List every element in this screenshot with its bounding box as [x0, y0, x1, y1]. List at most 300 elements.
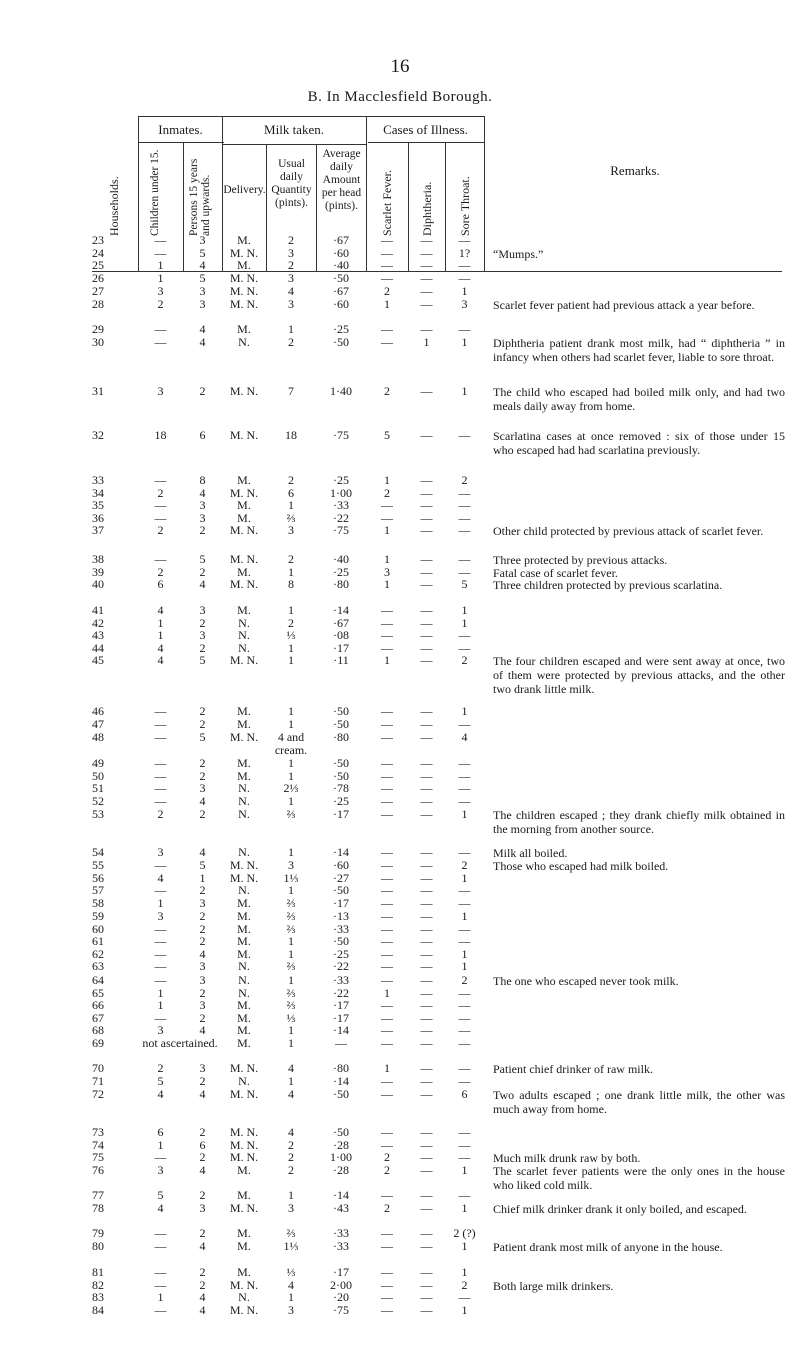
cell-st: 6: [461, 1087, 468, 1101]
cell-st: —: [458, 934, 471, 948]
section-heading: B. In Macclesfield Borough.: [307, 89, 493, 105]
cell-d: M. N.: [229, 1138, 259, 1152]
cell-u: 1: [288, 653, 294, 667]
cell-c: 1: [157, 1138, 164, 1152]
cell-u: 2: [288, 473, 294, 487]
cell-u: ⅔: [286, 896, 296, 910]
cell-d: M.: [237, 1239, 251, 1253]
cell-u: 4: [288, 284, 294, 298]
cell-dp: —: [420, 1239, 433, 1253]
cell-h: 65: [92, 986, 104, 1000]
cell-dp: —: [420, 1138, 433, 1152]
rule-top: [138, 116, 485, 117]
cell-sf: —: [381, 1188, 393, 1202]
cell-sf: —: [381, 896, 393, 910]
cell-remarks: Chief milk drinker drank it only boiled, and escaped.: [493, 1202, 747, 1216]
cell-p: 2: [199, 883, 206, 897]
cell-dp: —: [420, 428, 433, 442]
cell-dp: —: [420, 730, 433, 744]
cell-dp: —: [420, 616, 433, 630]
cell-sf: 3: [384, 565, 390, 579]
cell-h: 47: [92, 717, 104, 731]
cell-p: 5: [199, 858, 206, 872]
cell-h: 78: [92, 1201, 104, 1215]
cell-d: M.: [237, 1188, 251, 1202]
cell-d: M. N.: [229, 1303, 259, 1317]
cell-a: 2·00: [330, 1278, 352, 1292]
cell-d: M.: [237, 1023, 251, 1037]
cell-a: ·33: [333, 1226, 349, 1240]
cell-sf: 1: [384, 473, 390, 487]
cell-dp: —: [420, 1265, 433, 1279]
cell-dp: —: [420, 322, 433, 336]
cell-d: M. N.: [229, 858, 259, 872]
cell-dp: —: [420, 973, 433, 987]
cell-c: —: [154, 922, 167, 936]
cell-c: —: [154, 1226, 167, 1240]
cell-sf: 2: [384, 1201, 390, 1215]
cell-c: not ascertained.: [142, 1036, 218, 1050]
cell-sf: —: [381, 1087, 393, 1101]
cell-a: 1·40: [330, 384, 352, 398]
cell-st: —: [458, 498, 471, 512]
cell-u: 4: [288, 1087, 294, 1101]
cell-remarks: Patient drank most milk of anyone in the house.: [493, 1240, 723, 1254]
cell-d: M.: [237, 498, 251, 512]
cell-h: 34: [92, 486, 104, 500]
cell-remarks: The child who escaped had boiled milk only, and had two meals daily away from home.: [493, 385, 785, 413]
cell-c: —: [154, 1150, 167, 1164]
cell-st: 2: [461, 473, 468, 487]
cell-d: N.: [238, 959, 250, 973]
cell-dp: —: [420, 577, 433, 591]
cell-dp: —: [420, 284, 433, 298]
cell-sf: 2: [384, 384, 390, 398]
cell-st: 2: [461, 973, 468, 987]
cell-h: 55: [92, 858, 104, 872]
cell-sf: —: [381, 973, 393, 987]
cell-sf: —: [381, 794, 393, 808]
cell-dp: —: [420, 1074, 433, 1088]
cell-p: 2: [199, 717, 206, 731]
cell-sf: —: [381, 258, 393, 272]
cell-h: 63: [92, 959, 104, 973]
cell-c: 4: [157, 641, 164, 655]
cell-a: ·20: [333, 1290, 349, 1304]
cell-p: 2: [199, 1188, 206, 1202]
cell-st: —: [458, 565, 471, 579]
cell-c: —: [154, 947, 167, 961]
cell-a: ·67: [333, 284, 349, 298]
cell-h: 77: [92, 1188, 104, 1202]
col-persons: Persons 15 years and upwards.: [188, 158, 212, 236]
cell-d: M.: [237, 998, 251, 1012]
cell-u: 1: [288, 322, 294, 336]
cell-st: 2: [461, 653, 468, 667]
cell-c: —: [154, 1239, 167, 1253]
cell-p: 3: [199, 233, 206, 247]
cell-d: M. N.: [229, 1201, 259, 1215]
cell-h: 46: [92, 704, 104, 718]
cell-a: ·25: [333, 565, 349, 579]
cell-remarks: Other child protected by previous attack of scarlet fever.: [493, 524, 764, 538]
cell-h: 58: [92, 896, 104, 910]
cell-p: 1: [199, 871, 206, 885]
cell-a: ·17: [333, 641, 349, 655]
cell-sf: —: [381, 628, 393, 642]
cell-d: M.: [237, 717, 251, 731]
cell-c: —: [154, 246, 167, 260]
cell-st: —: [458, 523, 471, 537]
cell-st: —: [458, 258, 471, 272]
cell-p: 4: [199, 577, 206, 591]
cell-a: ·60: [333, 246, 349, 260]
cell-sf: 1: [384, 577, 390, 591]
cell-h: 66: [92, 998, 104, 1012]
cell-c: —: [154, 335, 167, 349]
cell-sf: 1: [384, 523, 390, 537]
cell-d: N.: [238, 616, 250, 630]
cell-p: 2: [199, 1150, 206, 1164]
cell-sf: —: [381, 1138, 393, 1152]
cell-a: ·33: [333, 498, 349, 512]
cell-st: —: [458, 628, 471, 642]
cell-p: 2: [199, 1265, 206, 1279]
cell-c: 1: [157, 258, 164, 272]
cell-a: ·67: [333, 616, 349, 630]
cell-remarks: Diphtheria patient drank most milk, had “ diphtheria ” in infancy when others had scarlet fever, liable to sore throat.: [493, 336, 785, 364]
cell-sf: —: [381, 1011, 393, 1025]
cell-c: 5: [157, 1074, 164, 1088]
cell-d: M. N.: [229, 1278, 259, 1292]
cell-h: 24: [92, 246, 104, 260]
cell-dp: —: [420, 565, 433, 579]
cell-h: 81: [92, 1265, 104, 1279]
cell-a: ·43: [333, 1201, 349, 1215]
cell-a: ·60: [333, 858, 349, 872]
cell-st: —: [458, 233, 471, 247]
cell-a: ·14: [333, 1188, 349, 1202]
cell-st: 1: [461, 616, 468, 630]
col-delivery: Delivery.: [223, 184, 266, 196]
cell-p: 2: [199, 807, 206, 821]
cell-u: 3: [288, 858, 294, 872]
cell-a: ·17: [333, 896, 349, 910]
cell-h: 69: [92, 1036, 104, 1050]
cell-p: 4: [199, 1303, 206, 1317]
cell-h: 45: [92, 653, 104, 667]
cell-dp: —: [420, 845, 433, 859]
cell-h: 52: [92, 794, 104, 808]
cell-dp: —: [420, 1303, 433, 1317]
cell-remarks: Two adults escaped ; one drank little milk, the other was much away from home.: [493, 1088, 785, 1116]
cell-u: ⅔: [286, 959, 296, 973]
cell-u: 2: [288, 1138, 294, 1152]
cell-st: —: [458, 1125, 471, 1139]
cell-p: 3: [199, 498, 206, 512]
cell-a: ·17: [333, 998, 349, 1012]
cell-c: —: [154, 552, 167, 566]
cell-a: ·25: [333, 794, 349, 808]
cell-c: —: [154, 704, 167, 718]
cell-sf: 1: [384, 552, 390, 566]
cell-d: M. N.: [229, 523, 259, 537]
cell-sf: —: [381, 883, 393, 897]
cell-sf: —: [381, 1239, 393, 1253]
cell-a: ·25: [333, 473, 349, 487]
cell-p: 3: [199, 959, 206, 973]
cell-p: 3: [199, 1061, 206, 1075]
cell-d: M. N.: [229, 428, 259, 442]
cell-st: 3: [461, 297, 468, 311]
cell-h: 73: [92, 1125, 104, 1139]
cell-h: 79: [92, 1226, 104, 1240]
cell-d: M.: [237, 909, 251, 923]
cell-h: 74: [92, 1138, 104, 1152]
cell-dp: —: [420, 959, 433, 973]
cell-d: M.: [237, 1011, 251, 1025]
cell-c: —: [154, 1011, 167, 1025]
cell-dp: —: [420, 552, 433, 566]
cell-sf: 2: [384, 1163, 390, 1177]
cell-st: 5: [461, 577, 468, 591]
cell-p: 4: [199, 322, 206, 336]
cell-c: 3: [157, 284, 164, 298]
cell-a: ·17: [333, 807, 349, 821]
cell-dp: —: [420, 1188, 433, 1202]
cell-remarks: Much milk drunk raw by both.: [493, 1151, 641, 1165]
cell-d: M.: [237, 603, 251, 617]
cell-d: M. N.: [229, 552, 259, 566]
cell-d: M. N.: [229, 486, 259, 500]
cell-d: M.: [237, 896, 251, 910]
cell-h: 68: [92, 1023, 104, 1037]
cell-p: 2: [199, 704, 206, 718]
cell-p: 2: [199, 1226, 206, 1240]
cell-sf: —: [381, 871, 393, 885]
cell-h: 29: [92, 322, 104, 336]
cell-st: 1: [461, 1163, 468, 1177]
cell-p: 4: [199, 1087, 206, 1101]
cell-a: ·50: [333, 883, 349, 897]
cell-st: 2: [461, 1278, 468, 1292]
cell-c: 6: [157, 577, 164, 591]
cell-c: 1: [157, 896, 164, 910]
cell-st: —: [458, 322, 471, 336]
cell-p: 2: [199, 565, 206, 579]
cell-d: M.: [237, 1265, 251, 1279]
group-milk-taken: Milk taken.: [264, 122, 324, 137]
cell-h: 26: [92, 271, 104, 285]
cell-h: 41: [92, 603, 104, 617]
cell-sf: —: [381, 959, 393, 973]
cell-st: —: [458, 1150, 471, 1164]
cell-h: 61: [92, 934, 104, 948]
cell-sf: —: [381, 704, 393, 718]
cell-dp: —: [420, 473, 433, 487]
cell-d: M. N.: [229, 1125, 259, 1139]
cell-d: N.: [238, 845, 250, 859]
cell-st: —: [458, 922, 471, 936]
cell-c: 2: [157, 807, 164, 821]
cell-u: 1: [288, 769, 294, 783]
cell-h: 83: [92, 1290, 104, 1304]
cell-sf: —: [381, 233, 393, 247]
cell-remarks: The one who escaped never took milk.: [493, 974, 679, 988]
cell-sf: —: [381, 1023, 393, 1037]
cell-u: 1: [288, 704, 294, 718]
cell-st: —: [458, 1061, 471, 1075]
cell-remarks: Scarlatina cases at once removed : six of those under 15 who escaped had had scarlatina previously.: [493, 429, 785, 457]
cell-st: 2 (?): [453, 1226, 476, 1240]
cell-st: —: [458, 845, 471, 859]
cell-a: ·50: [333, 704, 349, 718]
cell-a: ·08: [333, 628, 349, 642]
col-average: Average daily Amount per head (pints).: [321, 148, 362, 212]
cell-p: 2: [199, 1125, 206, 1139]
cell-dp: —: [420, 523, 433, 537]
cell-p: 2: [199, 523, 206, 537]
cell-h: 35: [92, 498, 104, 512]
cell-c: —: [154, 1278, 167, 1292]
cell-c: —: [154, 794, 167, 808]
cell-c: —: [154, 973, 167, 987]
cell-d: N.: [238, 807, 250, 821]
cell-sf: —: [381, 756, 393, 770]
cell-a: ·40: [333, 258, 349, 272]
cell-c: —: [154, 717, 167, 731]
cell-sf: —: [381, 717, 393, 731]
group-cases: Cases of Illness.: [383, 122, 468, 137]
cell-d: M.: [237, 1226, 251, 1240]
cell-sf: —: [381, 934, 393, 948]
cell-h: 23: [92, 233, 104, 247]
cell-u: 1: [288, 498, 294, 512]
cell-c: 2: [157, 523, 164, 537]
cell-sf: —: [381, 246, 393, 260]
cell-d: M.: [237, 1163, 251, 1177]
cell-u: ⅔: [286, 998, 296, 1012]
cell-u: 1: [288, 947, 294, 961]
cell-st: 1?: [458, 246, 471, 260]
col-scarlet: Scarlet Fever.: [380, 170, 394, 236]
cell-h: 49: [92, 756, 104, 770]
cell-st: —: [458, 511, 471, 525]
cell-d: M.: [237, 769, 251, 783]
cell-p: 8: [199, 473, 206, 487]
cell-c: 2: [157, 565, 164, 579]
cell-dp: —: [420, 384, 433, 398]
cell-c: —: [154, 781, 167, 795]
cell-sf: 2: [384, 486, 390, 500]
cell-h: 80: [92, 1239, 104, 1253]
cell-p: 2: [199, 641, 206, 655]
cell-p: 2: [199, 384, 206, 398]
cell-a: ·14: [333, 845, 349, 859]
cell-sf: —: [381, 271, 393, 285]
cell-d: M.: [237, 565, 251, 579]
cell-u: 8: [288, 577, 294, 591]
cell-p: 3: [199, 297, 206, 311]
col-usual: Usual daily Quantity (pints).: [271, 158, 312, 209]
cell-c: 4: [157, 871, 164, 885]
cell-sf: —: [381, 807, 393, 821]
cell-p: 4: [199, 335, 206, 349]
cell-a: ·25: [333, 947, 349, 961]
cell-st: 1: [461, 807, 468, 821]
cell-c: —: [154, 883, 167, 897]
cell-a: ·14: [333, 1074, 349, 1088]
cell-c: —: [154, 1265, 167, 1279]
cell-st: —: [458, 641, 471, 655]
cell-p: 4: [199, 1163, 206, 1177]
cell-u: ⅓: [286, 1265, 296, 1279]
cell-u: 1: [288, 794, 294, 808]
cell-a: —: [335, 1036, 347, 1050]
cell-d: M. N.: [229, 246, 259, 260]
cell-h: 71: [92, 1074, 104, 1088]
cell-a: ·14: [333, 603, 349, 617]
cell-dp: —: [420, 781, 433, 795]
cell-p: 2: [199, 756, 206, 770]
cell-u: 3: [288, 297, 294, 311]
cell-h: 33: [92, 473, 104, 487]
cell-h: 53: [92, 807, 104, 821]
cell-d: M. N.: [229, 730, 259, 744]
cell-p: 4: [199, 486, 206, 500]
cell-h: 51: [92, 781, 104, 795]
cell-h: 42: [92, 616, 104, 630]
cell-u: 1: [288, 641, 294, 655]
cell-dp: —: [420, 1226, 433, 1240]
cell-st: 1: [461, 1265, 468, 1279]
cell-d: M.: [237, 922, 251, 936]
cell-a: ·50: [333, 717, 349, 731]
cell-h: 54: [92, 845, 104, 859]
col-remarks: Remarks.: [610, 163, 660, 178]
cell-dp: —: [420, 271, 433, 285]
cell-dp: —: [420, 1011, 433, 1025]
cell-u: 2⅓: [283, 781, 299, 795]
cell-sf: —: [381, 1226, 393, 1240]
cell-u: 7: [288, 384, 294, 398]
cell-st: —: [458, 986, 471, 1000]
cell-d: M.: [237, 322, 251, 336]
cell-u: 3: [288, 523, 294, 537]
cell-c: 1: [157, 628, 164, 642]
cell-p: 3: [199, 511, 206, 525]
cell-st: 4: [461, 730, 468, 744]
cell-p: 3: [199, 973, 206, 987]
cell-h: 40: [92, 577, 104, 591]
cell-u: ⅔: [286, 1226, 296, 1240]
cell-u: 1: [288, 845, 294, 859]
cell-sf: —: [381, 1303, 393, 1317]
cell-sf: —: [381, 947, 393, 961]
cell-remarks: The four children escaped and were sent away at once, two of them were protected by previous attacks, and the other two drank little milk.: [493, 654, 785, 696]
cell-dp: —: [420, 934, 433, 948]
cell-a: ·13: [333, 909, 349, 923]
cell-st: —: [458, 271, 471, 285]
cell-d: M. N.: [229, 384, 259, 398]
cell-st: —: [458, 1074, 471, 1088]
cell-st: —: [458, 1188, 471, 1202]
cell-c: —: [154, 756, 167, 770]
cell-a: ·50: [333, 335, 349, 349]
cell-p: 4: [199, 794, 206, 808]
cell-h: 32: [92, 428, 104, 442]
cell-dp: —: [420, 653, 433, 667]
